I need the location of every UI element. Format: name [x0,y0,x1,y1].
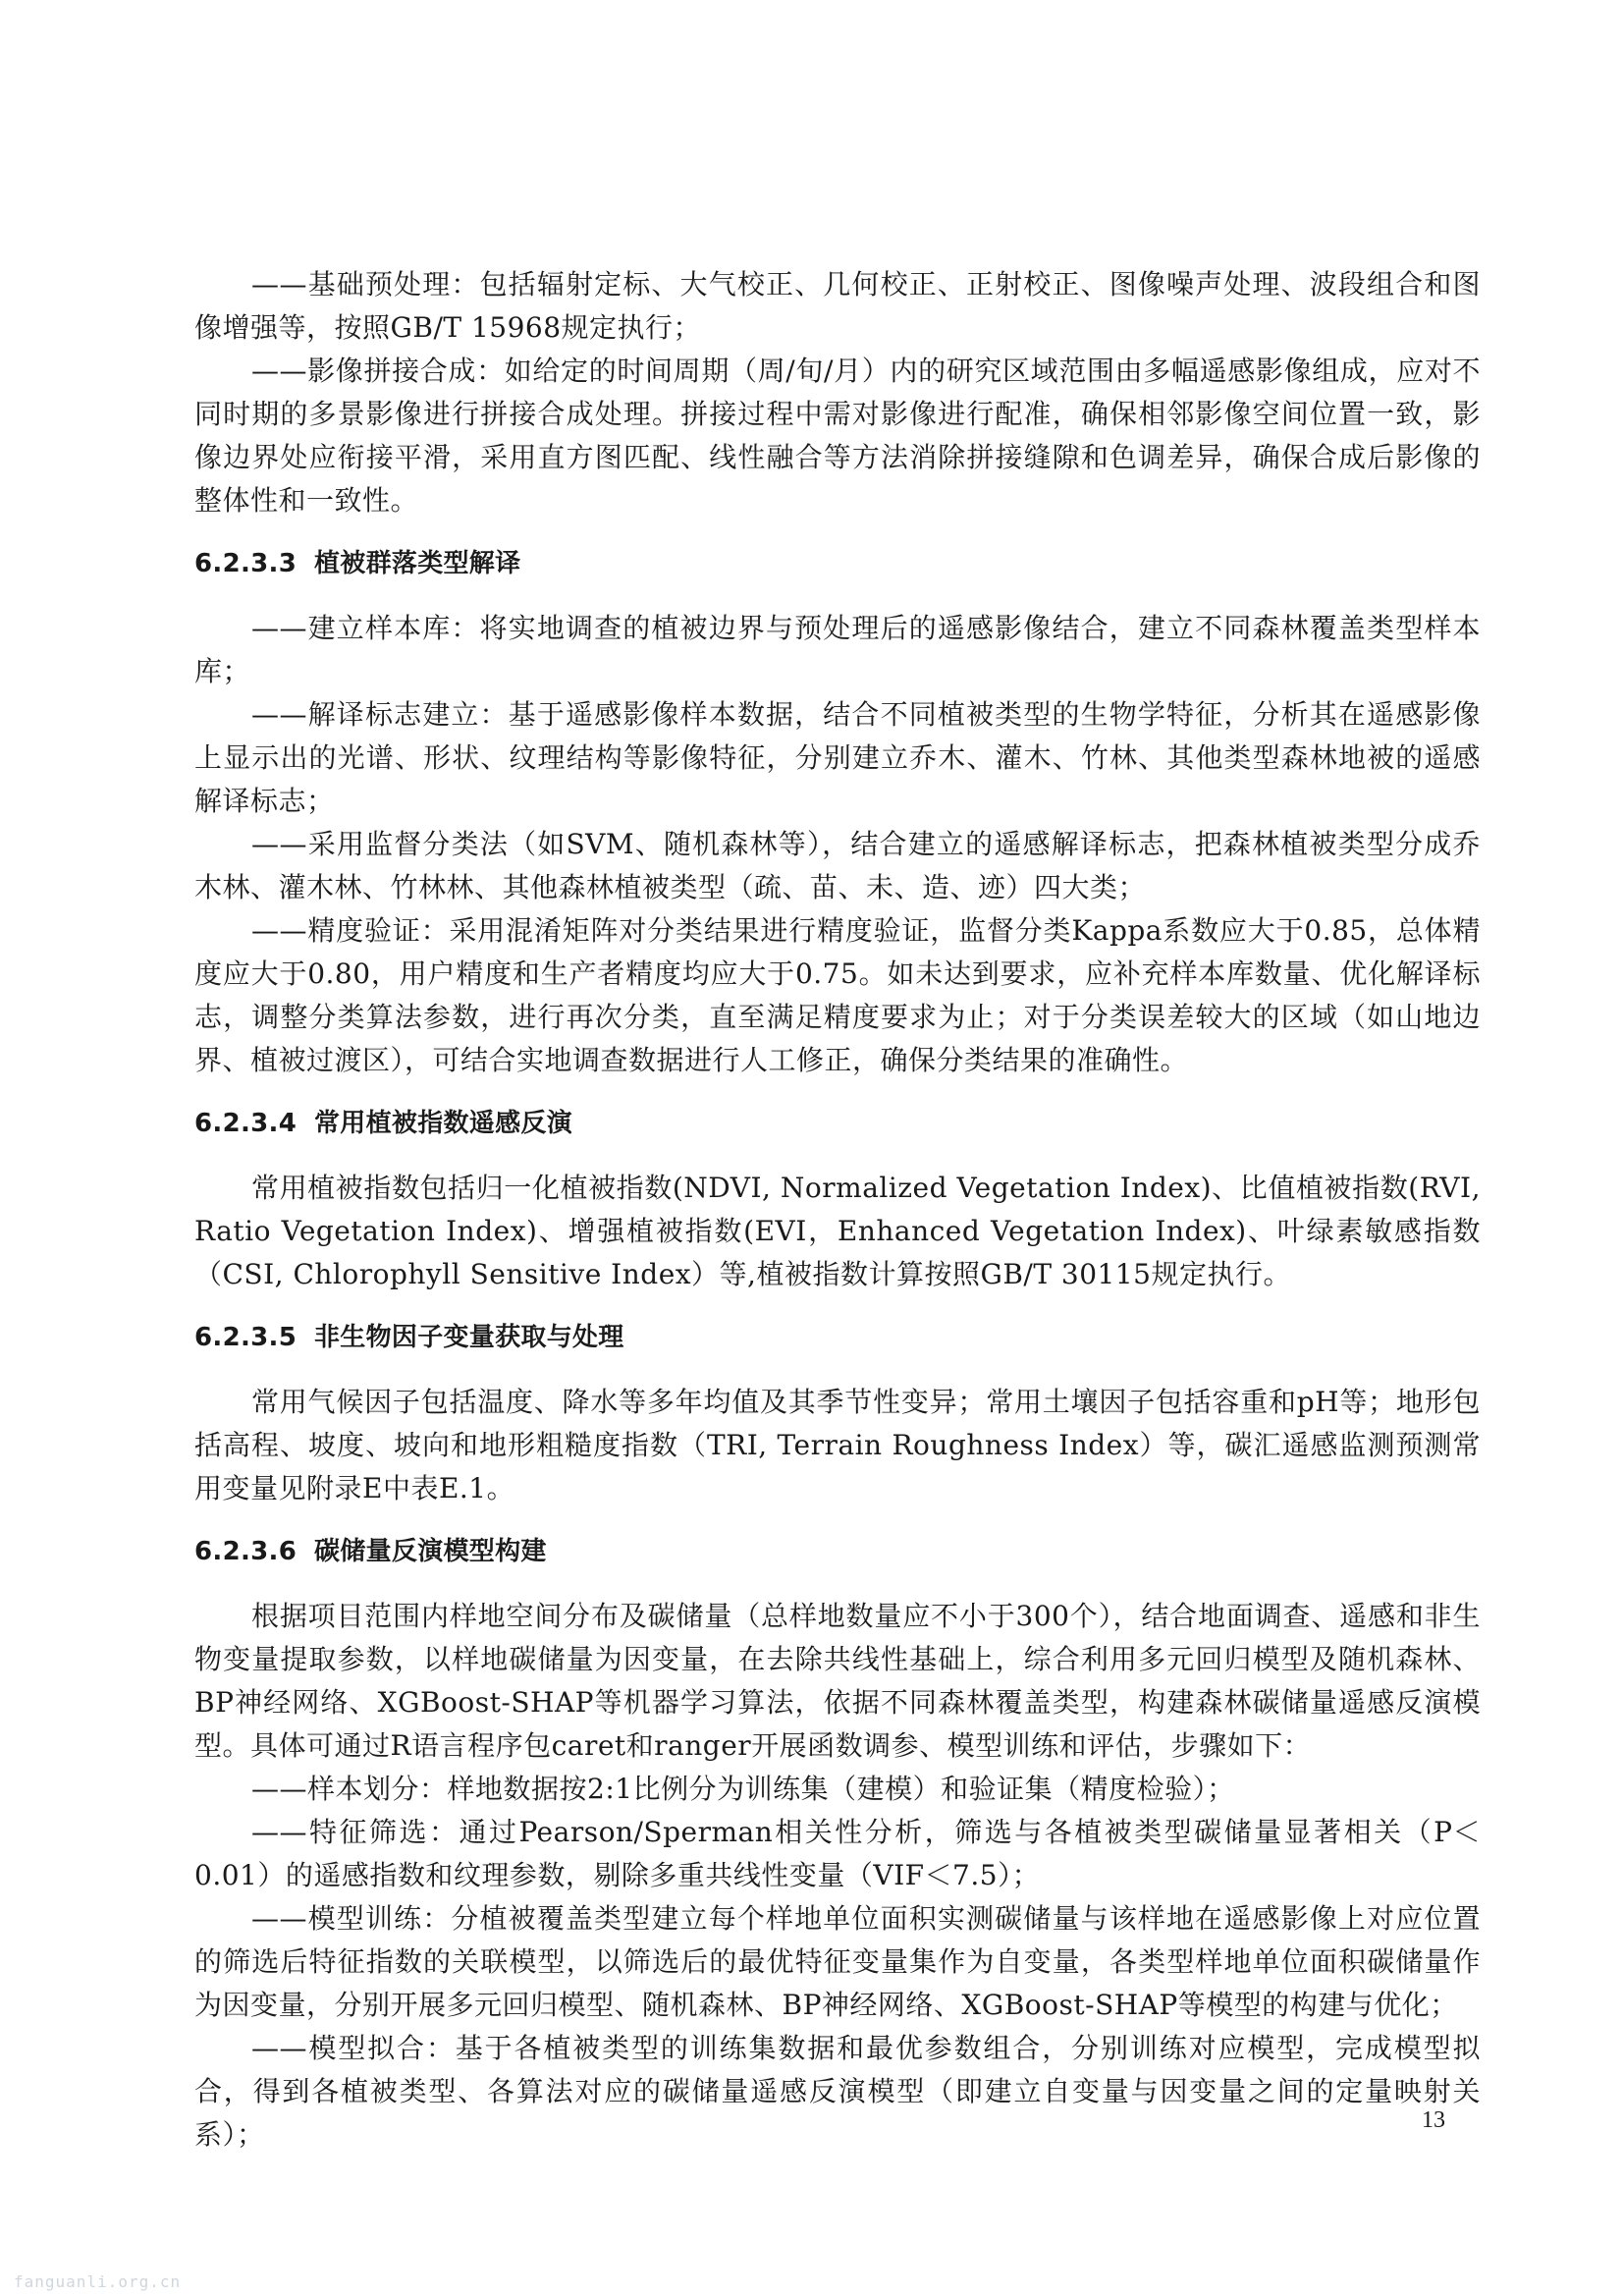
page-number: 13 [1422,2107,1445,2133]
section-number: 6.2.3.4 [194,1109,298,1138]
paragraph-accuracy-validation: ——精度验证：采用混淆矩阵对分类结果进行精度验证，监督分类Kappa系数应大于0.85，总体精度应大于0.80，用户精度和生产者精度均应大于0.75。如未达到要求，应补充样本库数量、优化解译标志，调整分类算法参数，进行再次分类，直至满足精度要求为止；对于分类误差较大的区域（如山地边界、植被过渡区），可结合实地调查数据进行人工修正，确保分类结果的准确性。 [194,914,1481,1076]
watermark-text: fanguanli.org.cn [14,2272,182,2291]
section-heading-6233 [194,542,1481,585]
paragraph-feature-selection: ——特征筛选：通过Pearson/Sperman相关性分析，筛选与各植被类型碳储量显著相关（P＜0.01）的遥感指数和纹理参数，剔除多重共线性变量（VIF＜7.5）； [194,1816,1481,1891]
section-heading-6234 [194,1102,1481,1145]
section-number: 6.2.3.6 [194,1537,298,1566]
paragraph-sample-library: ——建立样本库：将实地调查的植被边界与预处理后的遥感影像结合，建立不同森林覆盖类型样本库； [194,612,1481,687]
paragraph-preprocessing: ——基础预处理：包括辐射定标、大气校正、几何校正、正射校正、图像噪声处理、波段组合和图像增强等，按照GB/T 15968规定执行； [194,268,1481,344]
paragraph-model-fitting: ——模型拟合：基于各植被类型的训练集数据和最优参数组合，分别训练对应模型，完成模型拟合，得到各植被类型、各算法对应的碳储量遥感反演模型（即建立自变量与因变量之间的定量映射关系）； [194,2032,1481,2151]
section-heading-6236 [194,1530,1481,1573]
paragraph-model-training: ——模型训练：分植被覆盖类型建立每个样地单位面积实测碳储量与该样地在遥感影像上对应位置的筛选后特征指数的关联模型，以筛选后的最优特征变量集作为自变量，各类型样地单位面积碳储量作为因变量，分别开展多元回归模型、随机森林、BP神经网络、XGBoost-SHAP等模型的构建与优化； [194,1902,1481,2021]
section-heading-6235 [194,1316,1481,1359]
document-body [194,263,1481,2157]
paragraph-model-overview: 根据项目范围内样地空间分布及碳储量（总样地数量应不小于300个），结合地面调查、遥感和非生物变量提取参数，以样地碳储量为因变量，在去除共线性基础上，综合利用多元回归模型及随机森林、BP神经网络、XGBoost-SHAP等机器学习算法，依据不同森林覆盖类型，构建森林碳储量遥感反演模型。具体可通过R语言程序包caret和ranger开展函数调参、模型训练和评估，步骤如下： [194,1600,1481,1762]
section-number: 6.2.3.5 [194,1323,298,1352]
paragraph-sample-split: ——样本划分：样地数据按2:1比例分为训练集（建模）和验证集（精度检验）； [251,1773,1235,1805]
paragraph-supervised-classification: ——采用监督分类法（如SVM、随机森林等），结合建立的遥感解译标志，把森林植被类型分成乔木林、灌木林、竹林林、其他森林植被类型（疏、苗、未、造、迹）四大类； [194,828,1481,903]
paragraph-mosaic: ——影像拼接合成：如给定的时间周期（周/旬/月）内的研究区域范围由多幅遥感影像组成，应对不同时期的多景影像进行拼接合成处理。拼接过程中需对影像进行配准，确保相邻影像空间位置一致，影像边界处应衔接平滑，采用直方图匹配、线性融合等方法消除拼接缝隙和色调差异，确保合成后影像的整体性和一致性。 [194,355,1481,517]
section-number: 6.2.3.3 [194,549,298,578]
section-title: 常用植被指数遥感反演 [314,1109,573,1138]
paragraph-vegetation-indices: 常用植被指数包括归一化植被指数(NDVI, Normalized Vegetation Index)、比值植被指数(RVI, Ratio Vegetation Index)、增强植被指数(EVI，Enhanced Vegetation Index)、叶绿素敏感指数（CSI, Chlorophyll Sensitive Index）等,植被指数计算按照GB/T 30115规定执行。 [194,1172,1481,1290]
paragraph-abiotic-factors: 常用气候因子包括温度、降水等多年均值及其季节性变异；常用土壤因子包括容重和pH等；地形包括高程、坡度、坡向和地形粗糙度指数（TRI, Terrain Roughness Index）等，碳汇遥感监测预测常用变量见附录E中表E.1。 [194,1386,1481,1504]
section-title: 植被群落类型解译 [314,549,521,578]
section-title: 碳储量反演模型构建 [314,1537,547,1566]
section-title: 非生物因子变量获取与处理 [314,1323,624,1352]
paragraph-interpretation-marks: ——解译标志建立：基于遥感影像样本数据，结合不同植被类型的生物学特征，分析其在遥感影像上显示出的光谱、形状、纹理结构等影像特征，分别建立乔木、灌木、竹林、其他类型森林地被的遥感解译标志； [194,698,1481,817]
